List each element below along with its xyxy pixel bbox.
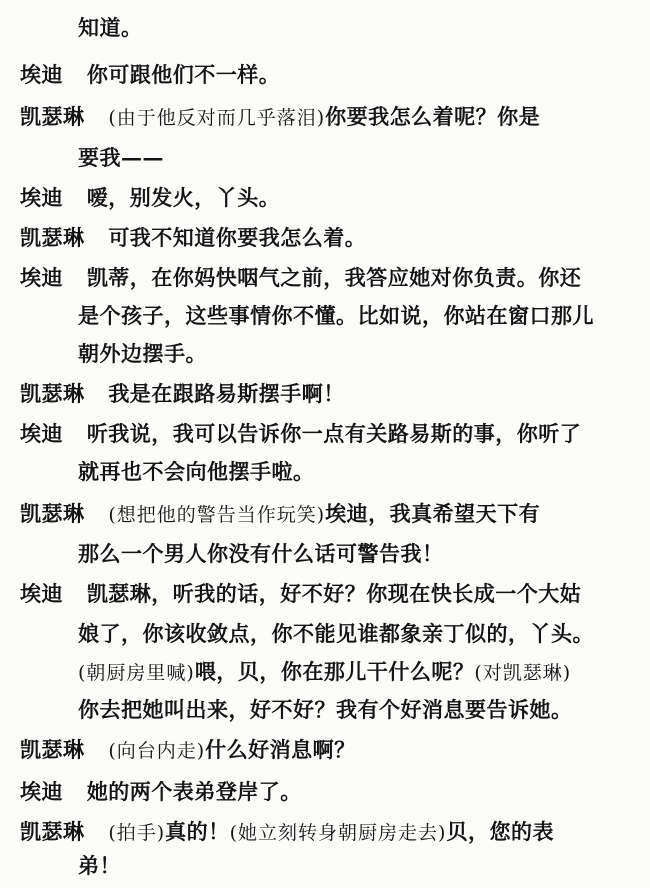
script-line — [0, 772, 650, 812]
script-line — [0, 652, 650, 692]
script-line — [0, 614, 650, 654]
dialogue-text: 埃迪，我真希望天下有 — [325, 501, 541, 526]
script-line — [0, 97, 650, 137]
dialogue-text: 娘了，你该收敛点，你不能见谁都象亲丁似的，丫头。 — [78, 621, 594, 646]
dialogue-text: 朝外边摆手。 — [78, 341, 207, 366]
script-line — [0, 296, 650, 336]
stage-direction: (由于他反对而几乎落泪) — [108, 107, 326, 129]
dialogue-text: 要我—— — [78, 145, 164, 170]
script-line — [0, 846, 650, 886]
stage-direction: (对凯瑟琳) — [474, 662, 572, 684]
dialogue-text: 你可跟他们不一样。 — [86, 62, 281, 87]
script-line — [0, 138, 650, 178]
speaker-name: 埃迪 — [20, 62, 63, 87]
script-line — [0, 574, 650, 614]
dialogue-text: 真的！ — [165, 819, 230, 844]
script-line — [0, 414, 650, 454]
script-line — [0, 534, 650, 574]
stage-direction: (她立刻转身朝厨房走去) — [229, 822, 447, 844]
dialogue-text: 就再也不会向他摆手啦。 — [78, 459, 315, 484]
script-line — [0, 730, 650, 770]
dialogue-text: 喂，贝，你在那儿干什么呢？ — [194, 659, 475, 684]
speaker-name: 埃迪 — [20, 581, 63, 606]
stage-direction: (想把他的警告当作玩笑) — [108, 504, 326, 526]
dialogue-text: 贝，您的表 — [446, 819, 554, 844]
speaker-name: 凯瑟琳 — [20, 819, 85, 844]
dialogue-text: 听我说，我可以告诉你一点有关路易斯的事，你听了 — [86, 421, 582, 446]
speaker-name: 凯瑟琳 — [20, 737, 85, 762]
dialogue-text: 什么好消息啊？ — [205, 737, 356, 762]
script-line — [0, 258, 650, 298]
speaker-name: 埃迪 — [20, 265, 63, 290]
speaker-name: 埃迪 — [20, 779, 63, 804]
stage-direction: (拍手) — [108, 822, 166, 844]
script-line — [0, 55, 650, 95]
script-line — [0, 374, 650, 414]
script-line — [0, 8, 650, 48]
dialogue-text: 我是在跟路易斯摆手啊！ — [108, 381, 345, 406]
dialogue-text: 知道。 — [78, 15, 143, 40]
stage-direction: (朝厨房里喊) — [78, 662, 195, 684]
script-line — [0, 334, 650, 374]
dialogue-text: 是个孩子，这些事情你不懂。比如说，你站在窗口那儿 — [78, 303, 594, 328]
dialogue-text: 你去把她叫出来，好不好？我有个好消息要告诉她。 — [78, 697, 573, 722]
script-line — [0, 690, 650, 730]
script-line — [0, 218, 650, 258]
stage-direction: (向台内走) — [108, 740, 206, 762]
dialogue-text: 你要我怎么着呢？你是 — [325, 104, 541, 129]
speaker-name: 凯瑟琳 — [20, 381, 85, 406]
dialogue-text: 那么一个男人你没有什么话可警告我！ — [78, 541, 444, 566]
script-line — [0, 494, 650, 534]
speaker-name: 凯瑟琳 — [20, 501, 85, 526]
dialogue-text: 凯蒂，在你妈快咽气之前，我答应她对你负责。你还 — [86, 265, 582, 290]
dialogue-text: 可我不知道你要我怎么着。 — [108, 225, 367, 250]
dialogue-text: 弟！ — [78, 853, 121, 878]
speaker-name: 埃迪 — [20, 185, 63, 210]
script-line — [0, 452, 650, 492]
dialogue-text: 嗳，别发火，丫头。 — [86, 185, 281, 210]
speaker-name: 埃迪 — [20, 421, 63, 446]
dialogue-text: 凯瑟琳，听我的话，好不好？你现在快长成一个大姑 — [86, 581, 582, 606]
speaker-name: 凯瑟琳 — [20, 225, 85, 250]
script-line — [0, 178, 650, 218]
dialogue-text: 她的两个表弟登岸了。 — [86, 779, 302, 804]
speaker-name: 凯瑟琳 — [20, 104, 85, 129]
